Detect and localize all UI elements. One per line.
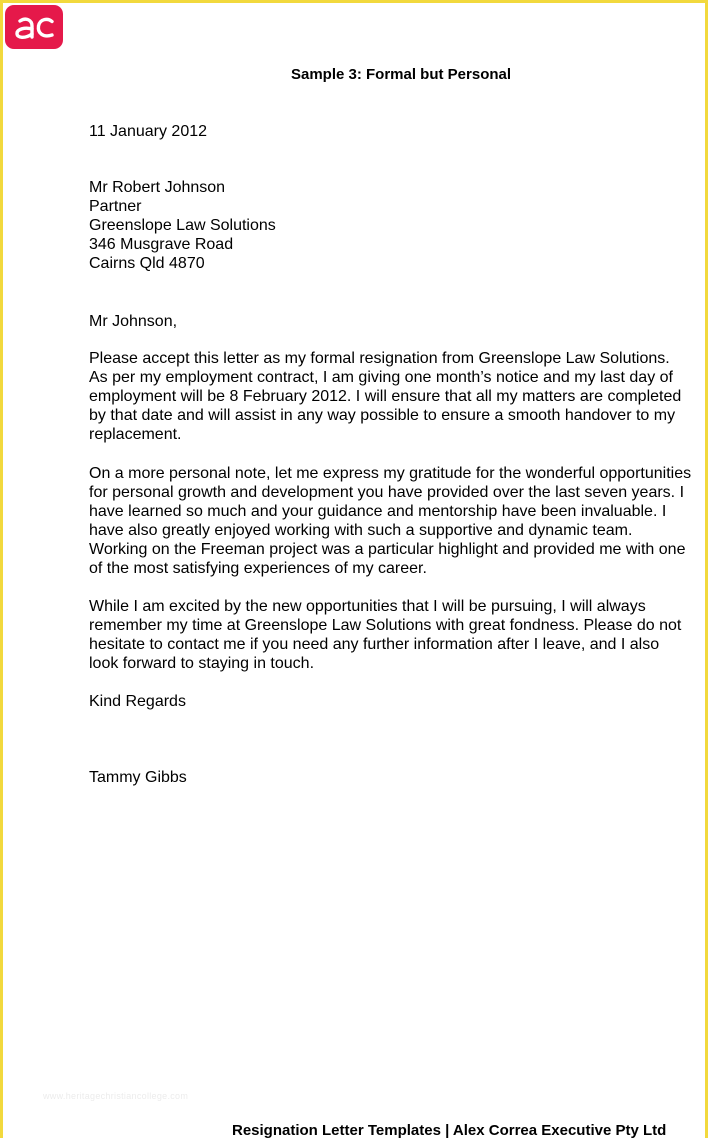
letter-date: 11 January 2012 <box>89 123 208 140</box>
ac-logo-glyph <box>11 12 57 42</box>
paragraph-line: Please accept this letter as my formal resignation from Greenslope Law Solutions. <box>89 350 670 367</box>
page-title: Sample 3: Formal but Personal <box>290 66 512 83</box>
paragraph-line: of the most satisfying experiences of my career. <box>89 560 427 578</box>
paragraph-farewell <box>89 597 708 673</box>
footer-text: Resignation Letter Templates | Alex Correa Executive Pty Ltd <box>232 1122 667 1139</box>
paragraph-resignation <box>89 349 708 444</box>
address-city: Cairns Qld 4870 <box>89 255 205 273</box>
closing: Kind Regards <box>89 693 186 710</box>
paragraph-line: On a more personal note, let me express my gratitude for the wonderful opportunities <box>89 465 692 482</box>
address-name: Mr Robert Johnson <box>89 179 226 196</box>
paragraph-line: remember my time at Greenslope Law Solutions with great fondness. Please do not <box>89 617 682 635</box>
recipient-address <box>89 178 708 273</box>
paragraph-line: look forward to staying in touch. <box>89 655 315 673</box>
address-company: Greenslope Law Solutions <box>89 217 276 235</box>
signer-name: Tammy Gibbs <box>89 769 187 786</box>
paragraph-line: Working on the Freeman project was a particular highlight and provided me with one <box>89 541 686 559</box>
paragraph-line: have learned so much and your guidance and mentorship have been invaluable. I <box>89 503 667 521</box>
paragraph-line: hesitate to contact me if you need any further information after I leave, and I also <box>89 636 660 654</box>
paragraph-line: replacement. <box>89 426 182 444</box>
salutation: Mr Johnson, <box>89 313 178 330</box>
paragraph-line: by that date and will assist in any way possible to ensure a smooth handover to my <box>89 407 676 425</box>
paragraph-line: As per my employment contract, I am giving one month’s notice and my last day of <box>89 369 673 387</box>
paragraph-line: While I am excited by the new opportunities that I will be pursuing, I will always <box>89 598 646 615</box>
watermark: www.heritagechristiancollege.com <box>43 1091 189 1101</box>
address-position: Partner <box>89 198 142 216</box>
paragraph-gratitude <box>89 464 708 579</box>
paragraph-line: have also greatly enjoyed working with such a supportive and dynamic team. <box>89 522 633 540</box>
paragraph-line: for personal growth and development you have provided over the last seven years. I <box>89 484 685 502</box>
address-street: 346 Musgrave Road <box>89 236 234 254</box>
ac-logo-icon <box>5 5 63 49</box>
paragraph-line: employment will be 8 February 2012. I will ensure that all my matters are completed <box>89 388 682 406</box>
